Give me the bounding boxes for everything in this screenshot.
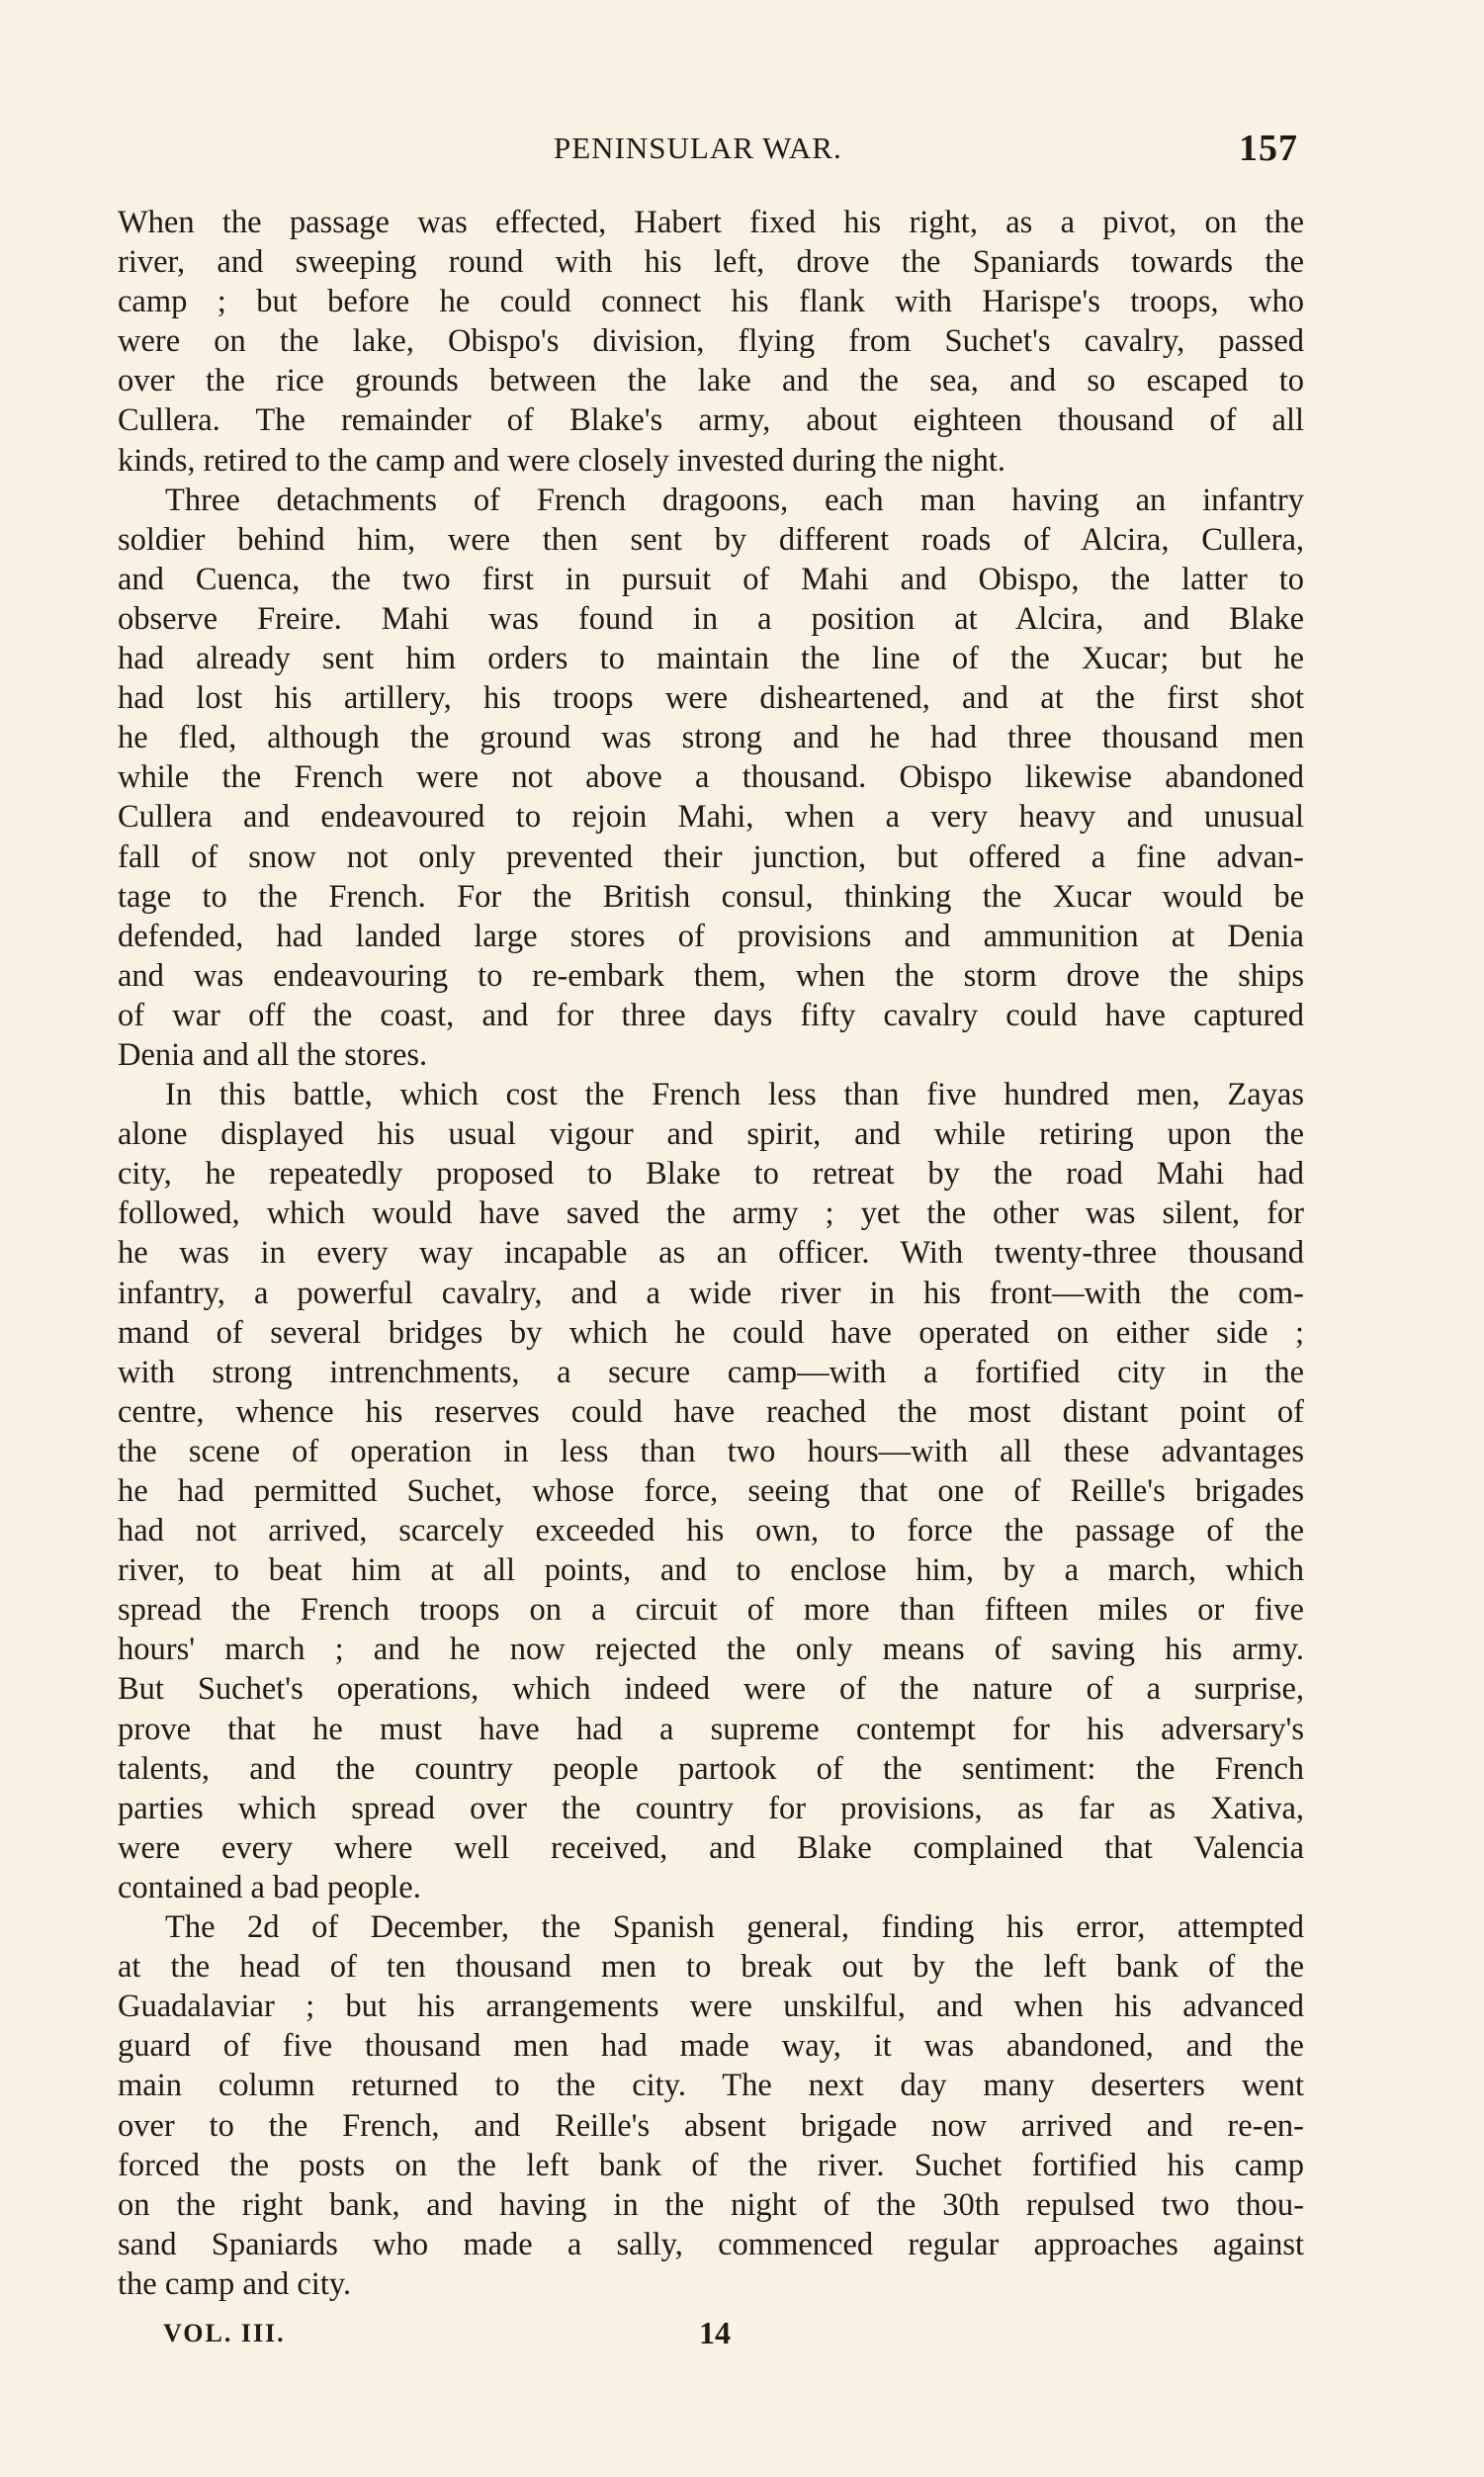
text-line: on the right bank, and having in the night of the 30th repulsed two thou-	[118, 2186, 1304, 2223]
text-line: But Suchet's operations, which indeed were of the nature of a surprise,	[118, 1671, 1304, 1708]
text-line: city, he repeatedly proposed to Blake to retreat by the road Mahi had	[118, 1156, 1304, 1193]
text-line: alone displayed his usual vigour and spirit, and while retiring upon the	[118, 1116, 1304, 1153]
text-line: over the rice grounds between the lake and the sea, and so escaped to	[118, 363, 1304, 399]
text-line: he was in every way incapable as an officer. With twenty-three thousand	[118, 1235, 1304, 1272]
text-line: infantry, a powerful cavalry, and a wide river in his front—with the com-	[118, 1275, 1304, 1311]
text-line: contained a bad people.	[118, 1869, 421, 1905]
text-line: prove that he must have had a supreme contempt for his adversary's	[118, 1711, 1304, 1747]
text-line: were on the lake, Obispo's division, flying from Suchet's cavalry, passed	[118, 323, 1304, 360]
text-line: defended, had landed large stores of provisions and ammunition at Denia	[118, 918, 1304, 954]
text-line: main column returned to the city. The next day many deserters went	[118, 2068, 1304, 2104]
text-line: of war off the coast, and for three days fifty cavalry could have captured	[118, 997, 1304, 1033]
text-line: while the French were not above a thousand. Obispo likewise abandoned	[118, 759, 1304, 796]
text-line: Three detachments of French dragoons, each man having an infantry	[165, 482, 1304, 518]
text-line: had already sent him orders to maintain the line of the Xucar; but he	[118, 641, 1304, 677]
text-line: observe Freire. Mahi was found in a position at Alcira, and Blake	[118, 600, 1304, 637]
text-line: The 2d of December, the Spanish general, finding his error, attempted	[165, 1909, 1304, 1946]
text-line: camp ; but before he could connect his flank with Harispe's troops, who	[118, 284, 1304, 320]
text-line: with strong intrenchments, a secure camp—with a fortified city in the	[118, 1354, 1304, 1390]
page-number: 157	[1239, 128, 1298, 169]
text-line: tage to the French. For the British consul, thinking the Xucar would be	[118, 878, 1304, 915]
text-line: In this battle, which cost the French less than five hundred men, Zayas	[165, 1077, 1304, 1113]
volume-signature: VOL. III.	[163, 2319, 286, 2347]
text-line: kinds, retired to the camp and were closely invested during the night.	[118, 442, 1006, 479]
printer-signature: 14	[699, 2315, 731, 2350]
text-line: talents, and the country people partook of the sentiment: the French	[118, 1750, 1304, 1787]
text-line: had lost his artillery, his troops were disheartened, and at the first shot	[118, 680, 1304, 717]
text-line: hours' march ; and he now rejected the only means of saving his army.	[118, 1632, 1304, 1668]
text-line: Guadalaviar ; but his arrangements were unskilful, and when his advanced	[118, 1989, 1304, 2025]
text-line: sand Spaniards who made a sally, commenced regular approaches against	[118, 2226, 1304, 2262]
text-line: were every where well received, and Blake complained that Valencia	[118, 1829, 1304, 1866]
text-line: spread the French troops on a circuit of more than fifteen miles or five	[118, 1592, 1304, 1629]
running-head: PENINSULAR WAR.	[554, 131, 842, 165]
text-line: over to the French, and Reille's absent brigade now arrived and re-en-	[118, 2107, 1304, 2144]
body-text	[118, 203, 1304, 2304]
text-line: river, and sweeping round with his left, drove the Spaniards towards the	[118, 244, 1304, 281]
text-line: parties which spread over the country for provisions, as far as Xativa,	[118, 1790, 1304, 1826]
text-line: and was endeavouring to re-embark them, when the storm drove the ships	[118, 957, 1304, 994]
text-line: at the head of ten thousand men to break out by the left bank of the	[118, 1949, 1304, 1986]
text-line: he fled, although the ground was strong and he had three thousand men	[118, 720, 1304, 756]
text-line: followed, which would have saved the army ; yet the other was silent, for	[118, 1195, 1304, 1232]
text-line: had not arrived, scarcely exceeded his own, to force the passage of the	[118, 1513, 1304, 1549]
text-line: the camp and city.	[118, 2265, 352, 2302]
text-line: Cullera and endeavoured to rejoin Mahi, when a very heavy and unusual	[118, 799, 1304, 836]
text-line: guard of five thousand men had made way, it was abandoned, and the	[118, 2028, 1304, 2065]
text-line: and Cuenca, the two first in pursuit of Mahi and Obispo, the latter to	[118, 561, 1304, 597]
text-line: When the passage was effected, Habert fixed his right, as a pivot, on the	[118, 205, 1304, 240]
text-line: the scene of operation in less than two hours—with all these advantages	[118, 1433, 1304, 1469]
text-line: river, to beat him at all points, and to enclose him, by a march, which	[118, 1552, 1304, 1589]
text-line: Cullera. The remainder of Blake's army, about eighteen thousand of all	[118, 402, 1304, 439]
text-line: fall of snow not only prevented their junction, but offered a fine advan-	[118, 839, 1304, 875]
text-line: soldier behind him, were then sent by different roads of Alcira, Cullera,	[118, 521, 1304, 558]
text-line: Denia and all the stores.	[118, 1036, 428, 1073]
text-line: mand of several bridges by which he could have operated on either side ;	[118, 1314, 1304, 1351]
text-line: he had permitted Suchet, whose force, seeing that one of Reille's brigades	[118, 1473, 1304, 1509]
text-line: forced the posts on the left bank of the river. Suchet fortified his camp	[118, 2147, 1304, 2183]
text-line: centre, whence his reserves could have reached the most distant point of	[118, 1393, 1304, 1430]
